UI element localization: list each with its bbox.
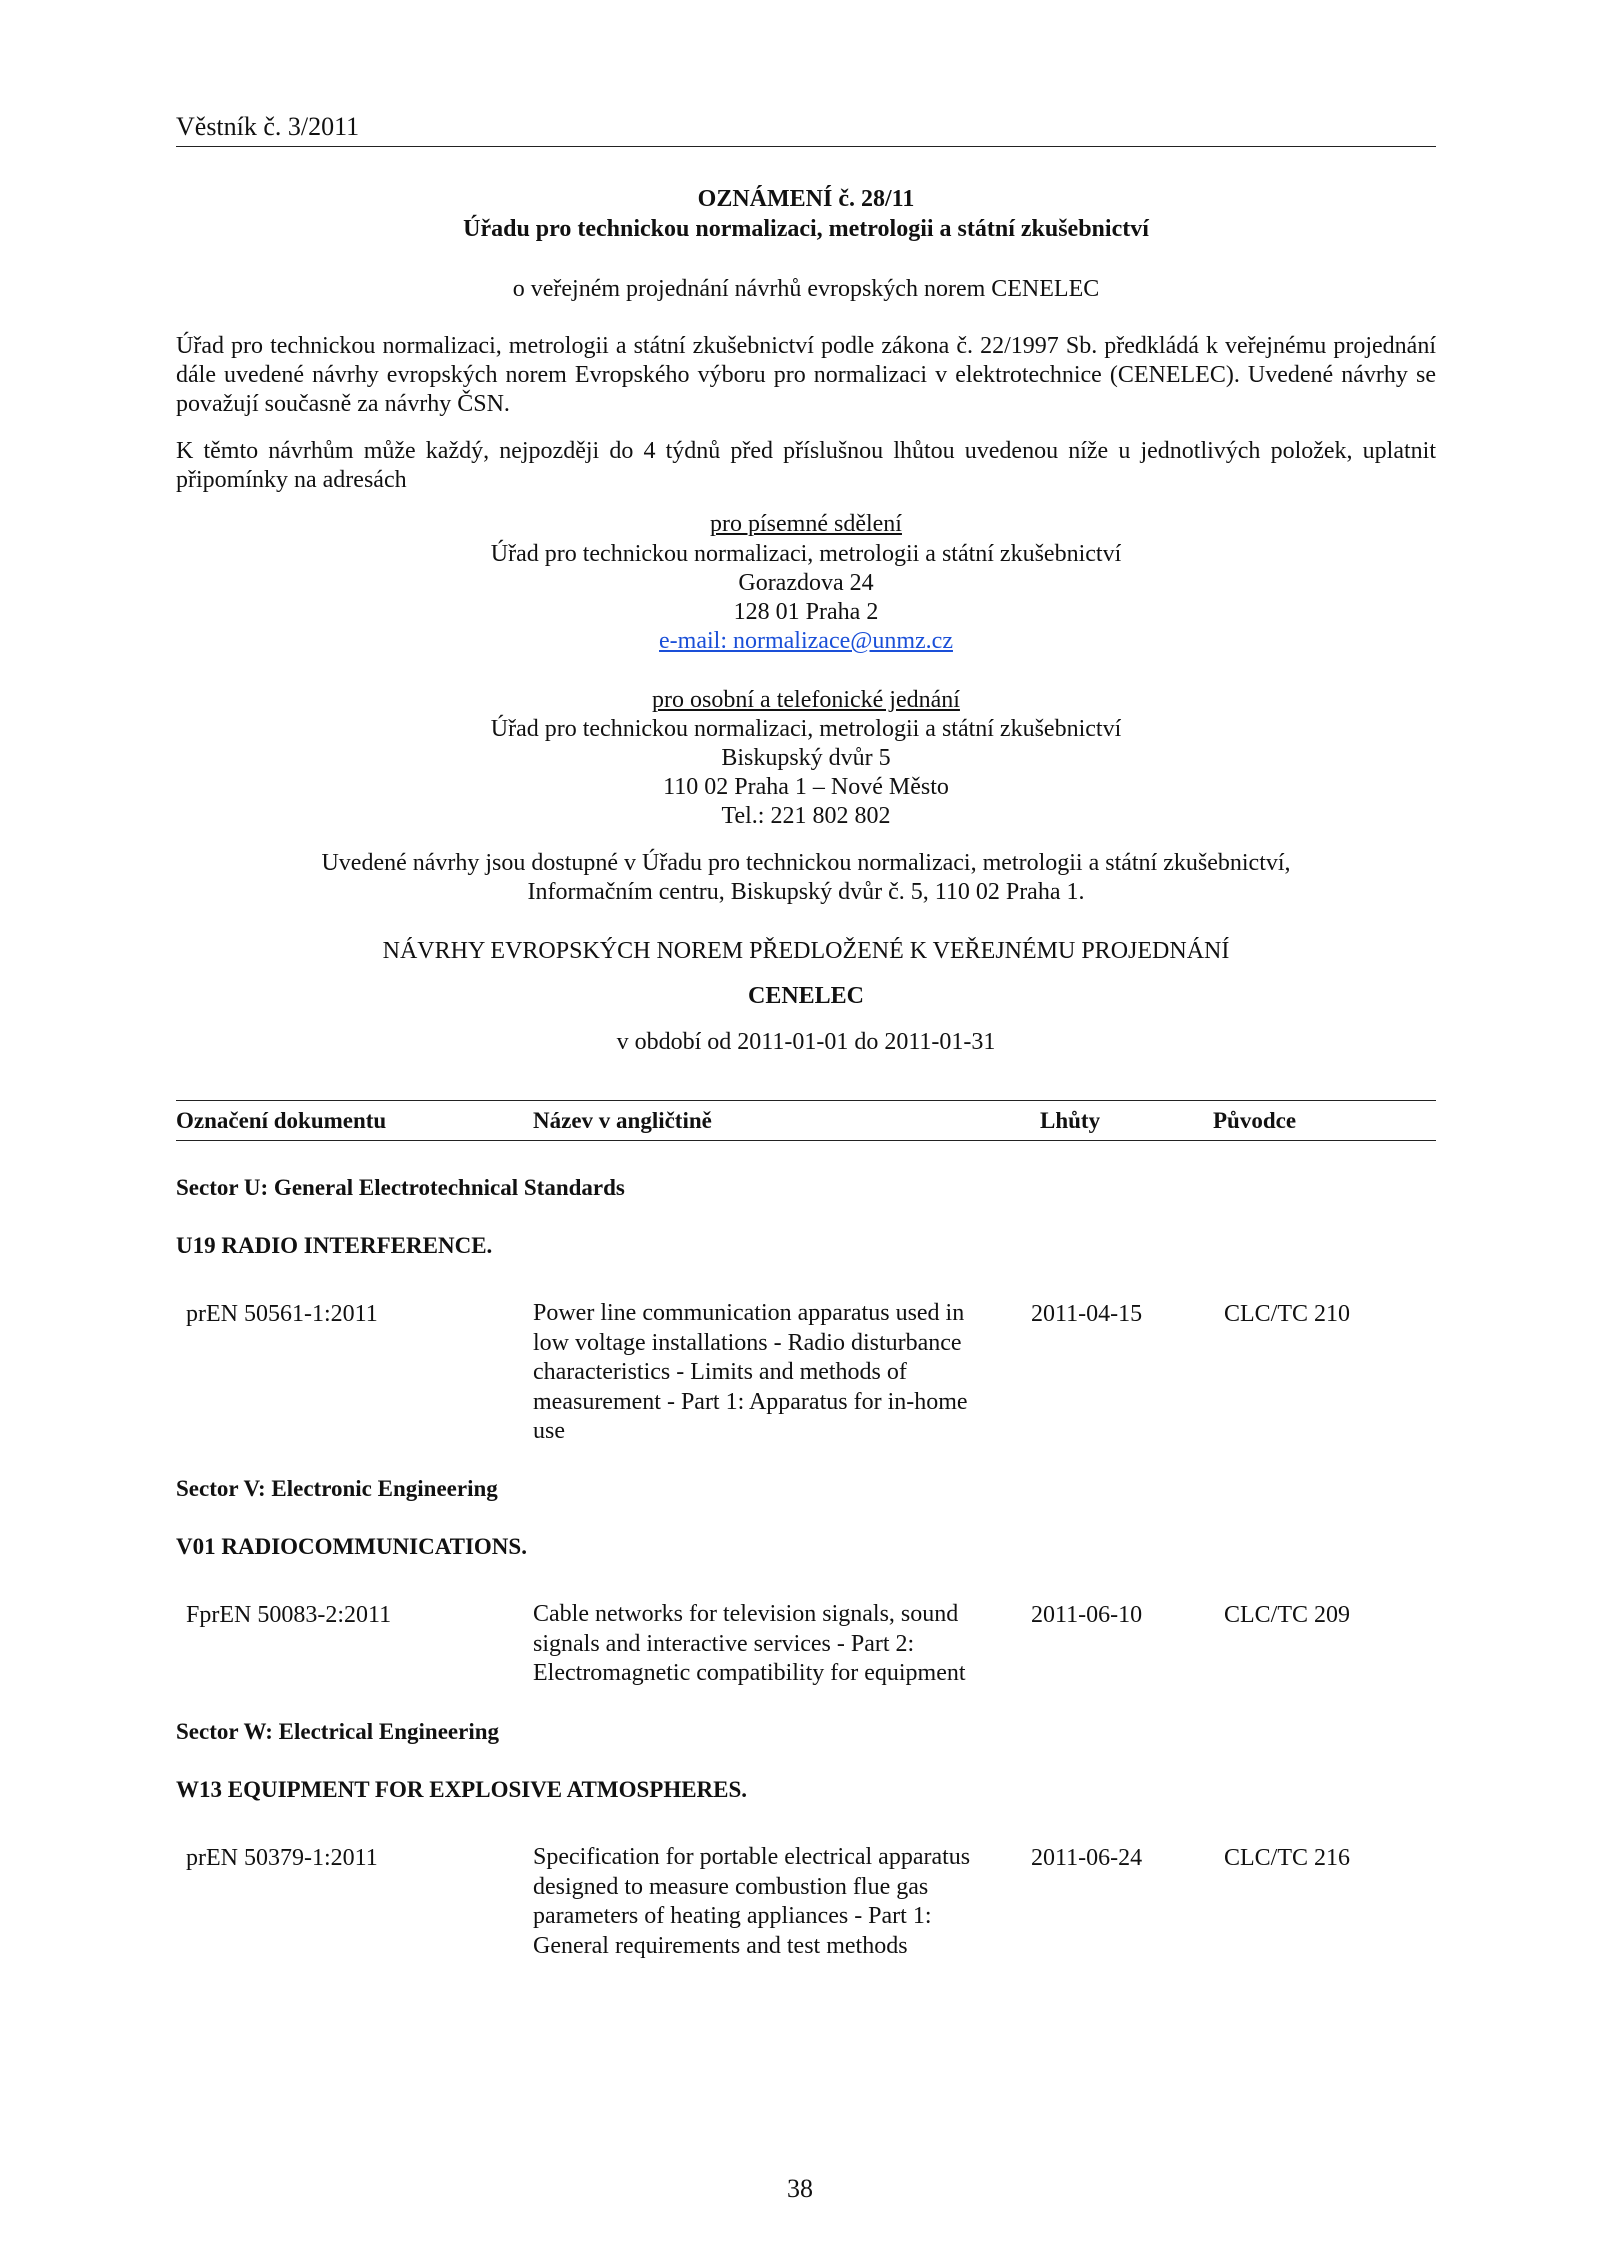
written-org: Úřad pro technickou normalizaci, metrologii a státní zkušebnictví bbox=[490, 541, 1122, 567]
notice-issuer: Úřadu pro technickou normalizaci, metrologii a státní zkušebnictví bbox=[463, 216, 1149, 242]
table-top-rule bbox=[176, 1100, 1436, 1101]
document-code: prEN 50379-1:2011 bbox=[186, 1845, 378, 1871]
notice-subject: o veřejném projednání návrhů evropských norem CENELEC bbox=[512, 276, 1100, 302]
originator: CLC/TC 210 bbox=[1224, 1301, 1351, 1327]
deadline: 2011-04-15 bbox=[1031, 1301, 1143, 1327]
running-header: Věstník č. 3/2011 bbox=[176, 112, 360, 141]
list-title: NÁVRHY EVROPSKÝCH NOREM PŘEDLOŽENÉ K VEŘEJNÉMU PROJEDNÁNÍ bbox=[382, 938, 1230, 964]
intro-paragraph-2: K těmto návrhům může každý, nejpozději do 4 týdnů před příslušnou lhůtou uvedenou níže u jednotlivých položek, uplatnit připomínky na adresách bbox=[176, 438, 1436, 493]
header-rule bbox=[176, 146, 1436, 147]
group-heading: V01 RADIOCOMMUNICATIONS. bbox=[176, 1534, 527, 1559]
column-header-title: Název v angličtině bbox=[533, 1108, 712, 1133]
document-title: Cable networks for television signals, sound signals and interactive services - Part 2: Electromagnetic compatibility for equipment bbox=[533, 1601, 966, 1686]
originator: CLC/TC 216 bbox=[1224, 1845, 1351, 1871]
table-header-rule bbox=[176, 1140, 1436, 1141]
column-header-document: Označení dokumentu bbox=[176, 1108, 387, 1133]
notice-number: OZNÁMENÍ č. 28/11 bbox=[697, 186, 915, 212]
list-body: CENELEC bbox=[747, 983, 865, 1009]
email-link[interactable]: e-mail: normalizace@unmz.cz bbox=[659, 628, 953, 654]
list-period: v období od 2011-01-01 do 2011-01-31 bbox=[616, 1029, 996, 1055]
deadline: 2011-06-10 bbox=[1031, 1602, 1143, 1628]
availability-line-2: Informačním centru, Biskupský dvůr č. 5, 110 02 Praha 1. bbox=[527, 879, 1085, 905]
group-heading: W13 EQUIPMENT FOR EXPLOSIVE ATMOSPHERES. bbox=[176, 1777, 748, 1802]
page-number: 38 bbox=[787, 2174, 813, 2203]
personal-org: Úřad pro technickou normalizaci, metrologii a státní zkušebnictví bbox=[490, 716, 1122, 742]
intro-paragraph-1: Úřad pro technickou normalizaci, metrologii a státní zkušebnictví podle zákona č. 22/1997 Sb. předkládá k veřejnému projednání dále uvedené návrhy evropských norem Evropského výboru pro normalizaci v elektrotechnice (CENELEC). Uvedené návrhy se považují současně za návrhy ČSN. bbox=[176, 333, 1436, 417]
availability-line-1: Uvedené návrhy jsou dostupné v Úřadu pro technickou normalizaci, metrologii a státní zkušebnictví, bbox=[321, 850, 1291, 876]
personal-street: Biskupský dvůr 5 bbox=[721, 745, 891, 771]
column-header-originator: Původce bbox=[1213, 1108, 1297, 1133]
document-code: prEN 50561-1:2011 bbox=[186, 1301, 378, 1327]
document-title: Power line communication apparatus used in low voltage installations - Radio disturbance characteristics - Limits and methods of measurement - Part 1: Apparatus for in-home use bbox=[533, 1300, 968, 1444]
written-street: Gorazdova 24 bbox=[738, 570, 874, 596]
sector-heading: Sector U: General Electrotechnical Standards bbox=[176, 1175, 625, 1200]
deadline: 2011-06-24 bbox=[1031, 1845, 1143, 1871]
personal-city: 110 02 Praha 1 – Nové Město bbox=[663, 774, 949, 800]
group-heading: U19 RADIO INTERFERENCE. bbox=[176, 1233, 493, 1258]
sector-heading: Sector W: Electrical Engineering bbox=[176, 1719, 500, 1744]
sector-heading: Sector V: Electronic Engineering bbox=[176, 1476, 498, 1501]
originator: CLC/TC 209 bbox=[1224, 1602, 1351, 1628]
document-code: FprEN 50083-2:2011 bbox=[186, 1602, 392, 1628]
document-title: Specification for portable electrical apparatus designed to measure combustion flue gas parameters of heating appliances - Part 1: General requirements and test methods bbox=[533, 1844, 971, 1959]
personal-heading: pro osobní a telefonické jednání bbox=[652, 687, 960, 713]
written-heading: pro písemné sdělení bbox=[710, 511, 902, 537]
column-header-deadline: Lhůty bbox=[1040, 1108, 1101, 1133]
written-city: 128 01 Praha 2 bbox=[733, 599, 879, 625]
personal-phone: Tel.: 221 802 802 bbox=[721, 803, 891, 829]
